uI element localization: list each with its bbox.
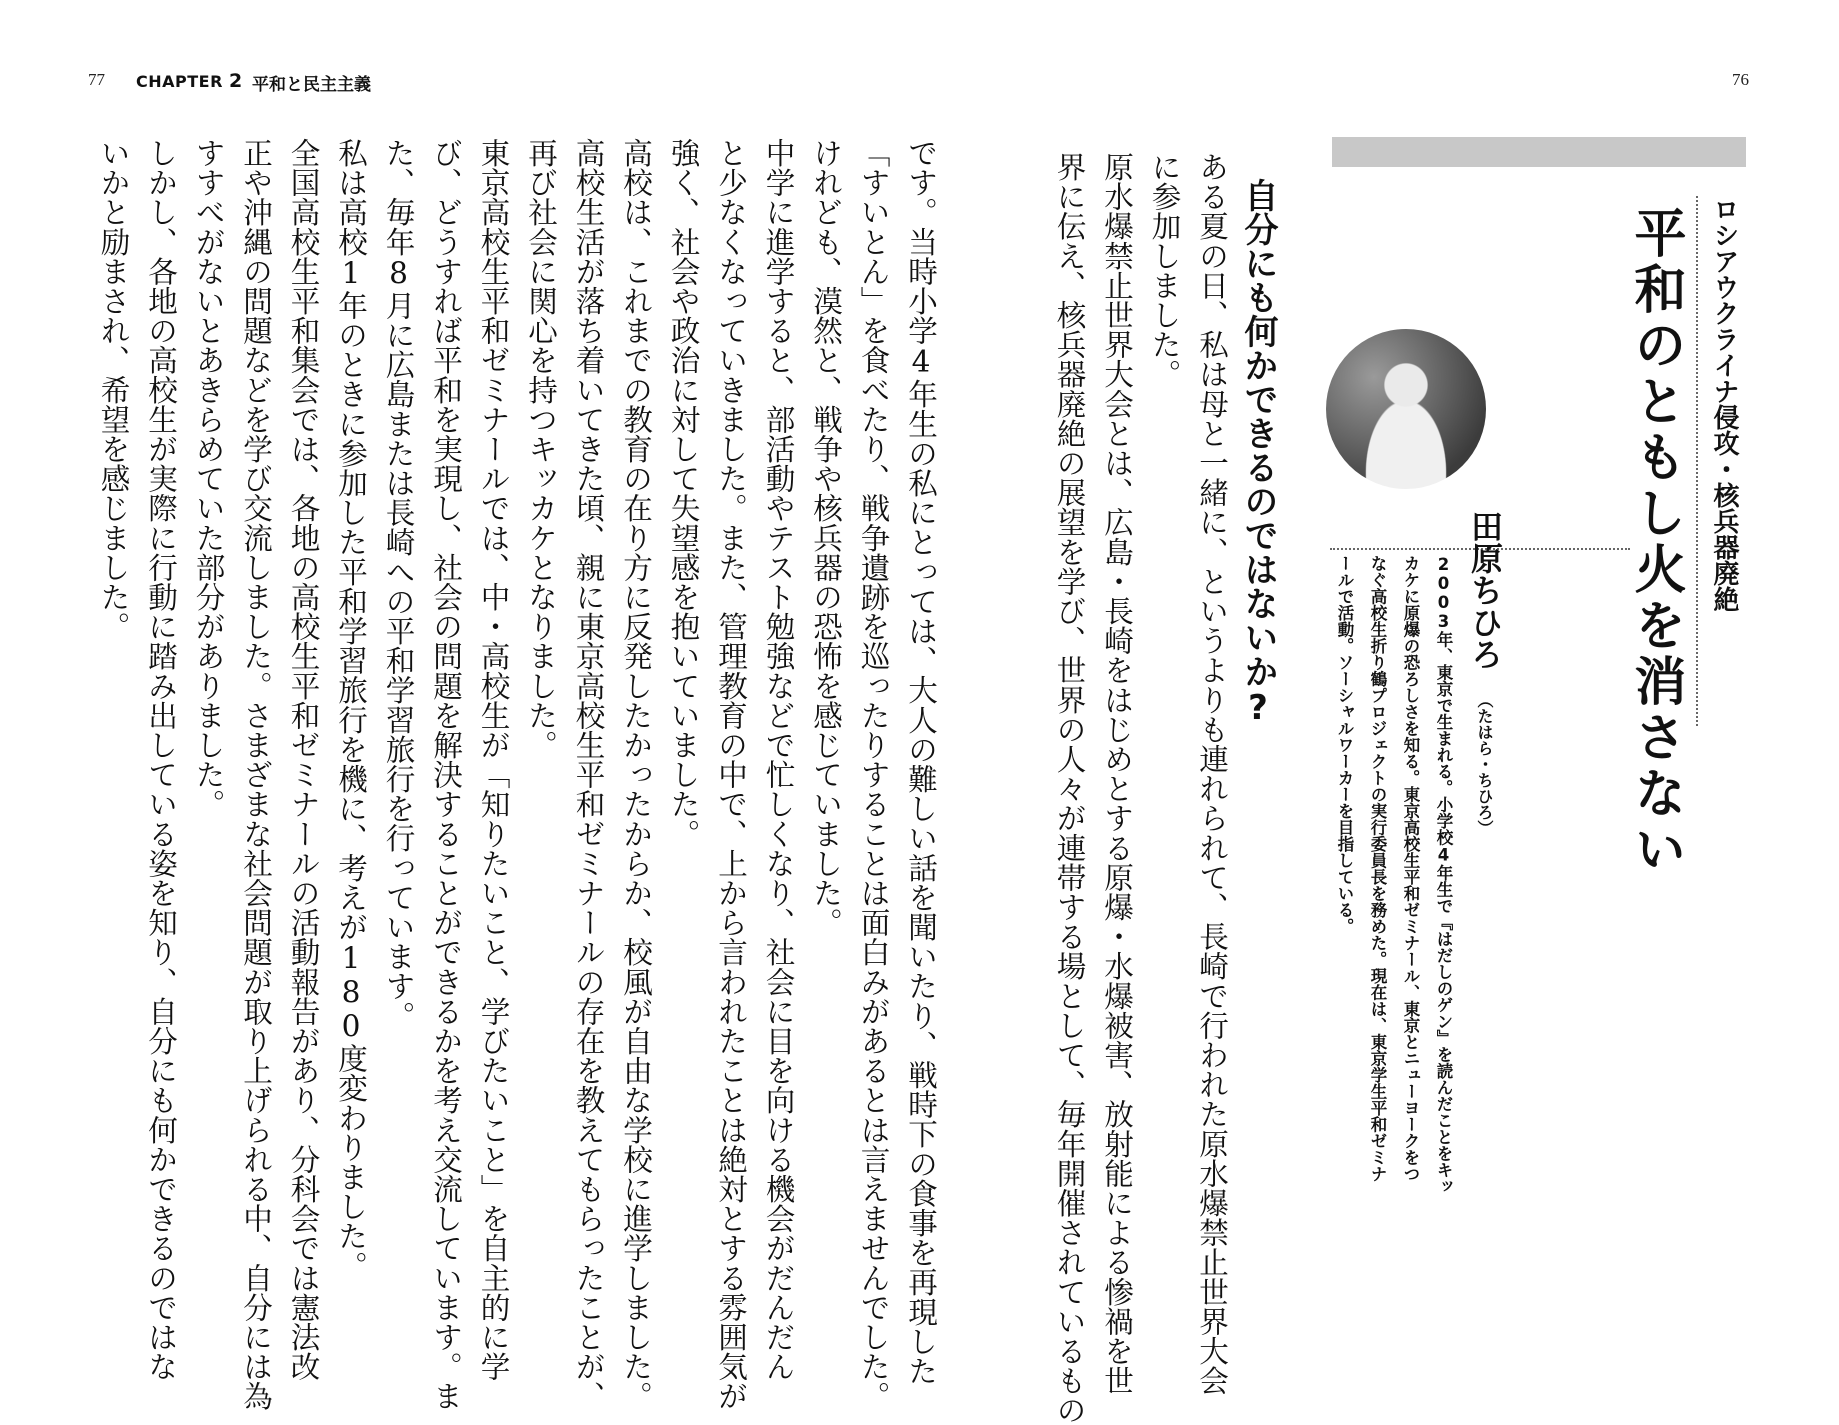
body-line: た、毎年8月に広島または長崎への平和学習旅行を行っています。 [381, 138, 416, 1031]
body-line: 「すいとん」を食べたり、戦争遺跡を巡ったりすることは面白みがあるとは言えませんでした。 [856, 138, 891, 1411]
author-name: 田原ちひろ [1466, 510, 1504, 670]
body-line: 原水爆禁止世界大会とは、広島・長崎をはじめとする原爆・水爆被害、放射能による惨禍を世 [1100, 152, 1134, 1396]
chapter-number: 2 [228, 70, 243, 92]
author-bio-line: カケに原爆の恐ろしさを知る。東京高校生平和ゼミナール、東京とニューヨークをつ [1401, 555, 1420, 1182]
title-grey-bar [1332, 137, 1746, 167]
left-page-number: 77 [88, 70, 105, 89]
dotted-divider-vertical [1696, 196, 1698, 726]
author-reading: （たはら・ちひろ） [1475, 692, 1494, 836]
body-line: び、どうすれば平和を実現し、社会の問題を解決することができるかを考え交流しています。ま [429, 138, 463, 1411]
body-line: 東京高校生平和ゼミナールでは、中・高校生が「知りたいこと、学びたいこと」を自主的に学 [476, 138, 511, 1382]
body-line: に参加しました。 [1147, 152, 1182, 389]
body-line: 全国高校生平和集会では、各地の高校生平和ゼミナールの活動報告があり、分科会では憲法改 [286, 138, 321, 1382]
left-page-body [89, 138, 944, 1411]
chapter-label [136, 70, 243, 92]
right-page-body [1045, 152, 1235, 1425]
body-line: 強く、社会や政治に対して失望感を抱いていました。 [666, 138, 701, 849]
body-line: すすべがないとあきらめていた部分がありました。 [191, 138, 226, 819]
article-title: 平和のともし火を消さない [1625, 206, 1685, 878]
body-line: 私は高校1年のときに参加した平和学習旅行を機に、考えが180度変わりました。 [334, 138, 368, 1281]
body-line: 再び社会に関心を持つキッカケとなりました。 [524, 138, 558, 760]
author-bio [1328, 555, 1460, 1195]
author-bio-line: 2003年、東京で生まれる。小学校4年生で『はだしのゲン』を読んだことをキッ [1434, 555, 1453, 1195]
body-line: と少なくなっていきました。また、管理教育の中で、上から言われたことは絶対とする雰囲気が [714, 138, 748, 1411]
body-line: けれども、漠然と、戦争や核兵器の恐怖を感じていました。 [809, 138, 843, 938]
body-line: 正や沖縄の問題などを学び交流しました。さまざまな社会問題が取り上げられる中、自分には為 [239, 138, 273, 1411]
author-photo [1326, 329, 1486, 489]
body-line: いかと励まされ、希望を感じました。 [96, 138, 131, 642]
chapter-label-text: CHAPTER [136, 72, 223, 91]
series-label: ロシアウクライナ侵攻・核兵器廃絶 [1709, 196, 1739, 612]
body-line: 中学に進学すると、部活動やテスト勉強などで忙しくなり、社会に目を向ける機会がだんだん [761, 138, 796, 1382]
right-page-number: 76 [1732, 70, 1749, 89]
body-line: です。当時小学4年生の私にとっては、大人の難しい話を聞いたり、戦時下の食事を再現した [904, 138, 938, 1386]
body-line: 高校生活が落ち着いてきた頃、親に東京高校生平和ゼミナールの存在を教えてもらったことが、 [571, 138, 606, 1411]
author-bio-line: なぐ高校生折り鶴プロジェクトの実行委員長を務めた。現在は、東京学生平和ゼミナ [1368, 555, 1387, 1182]
running-section-title: 平和と民主主義 [252, 75, 371, 95]
body-line: しかし、各地の高校生が実際に行動に踏み出している姿を知り、自分にも何かできるのではな [144, 138, 178, 1382]
body-line: ある夏の日、私は母と一緒に、というよりも連れられて、長崎で行われた原水爆禁止世界大会 [1195, 152, 1229, 1396]
author-bio-line: ールで活動。ソーシャルワーカーを目指している。 [1335, 555, 1354, 935]
body-line: 界に伝え、核兵器廃絶の展望を学び、世界の人々が連帯する場として、毎年開催されているもの [1052, 152, 1087, 1425]
body-line: 高校は、これまでの教育の在り方に反発したかったからか、校風が自由な学校に進学しました。 [619, 138, 653, 1411]
subheading: 自分にも何かできるのではないか? [1238, 178, 1278, 728]
